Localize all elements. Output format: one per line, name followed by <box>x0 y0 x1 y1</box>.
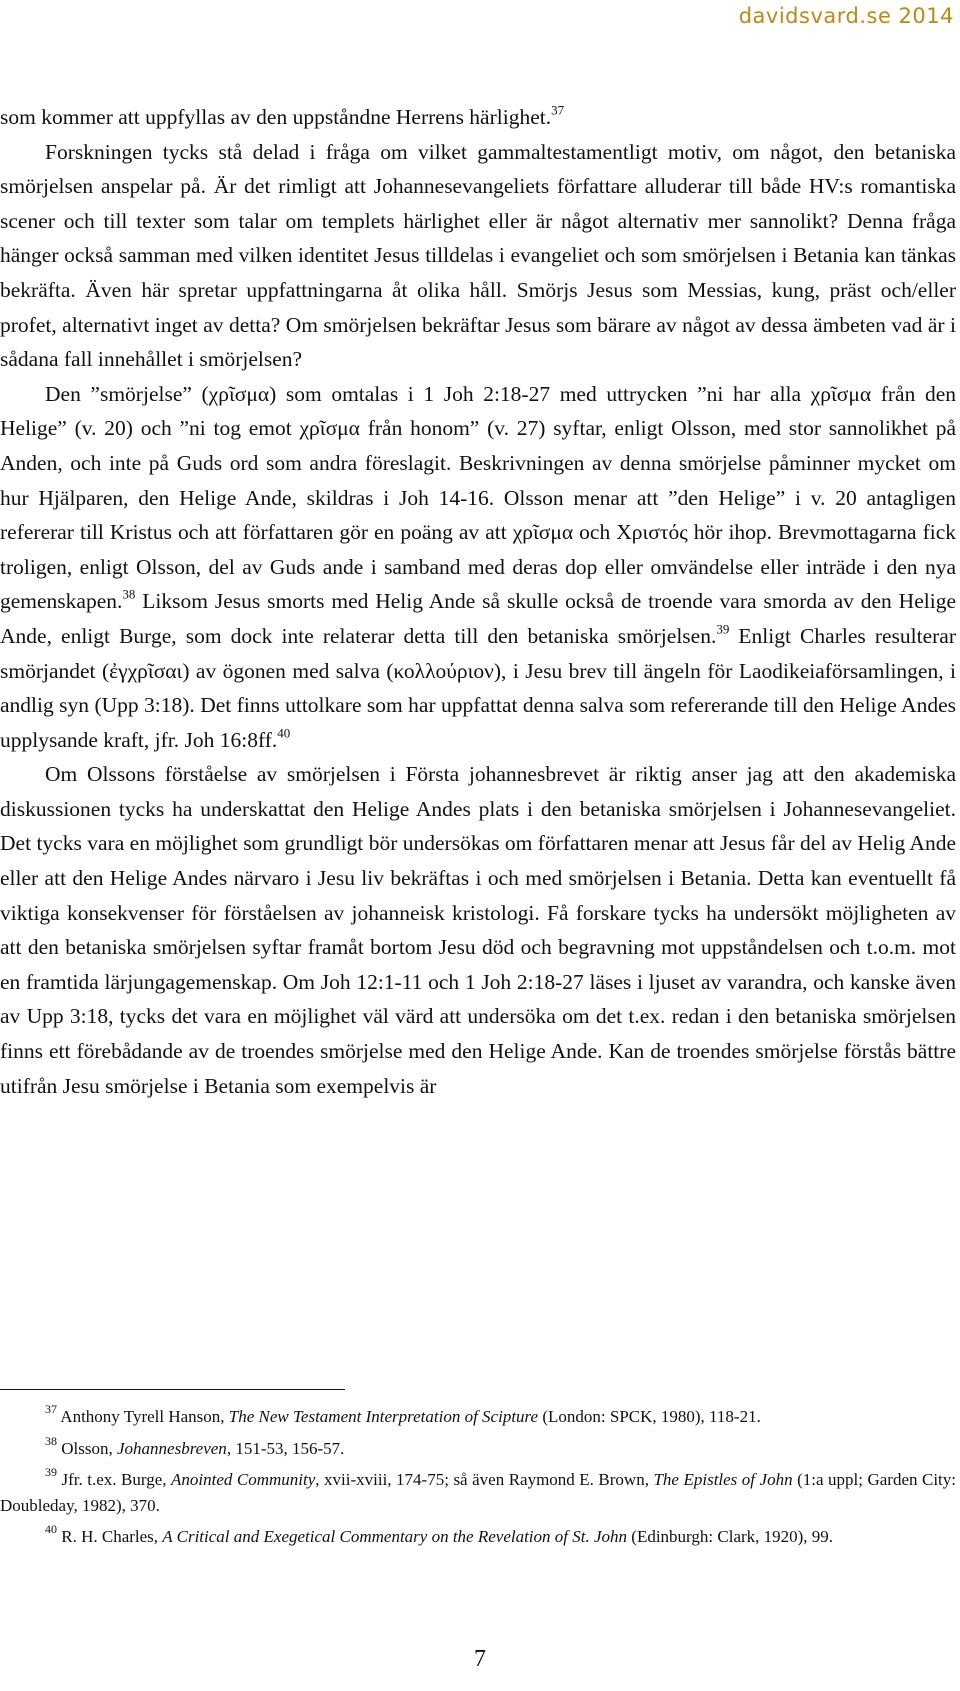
footnote-text: , xvii-xviii, 174-75; så även Raymond E. Brown, <box>315 1470 654 1489</box>
footnotes <box>0 1404 956 1556</box>
footnote-text: R. H. Charles, <box>57 1527 163 1546</box>
footnote-text: (1:a uppl; Garden City: Doubleday, 1982), 370. <box>0 1470 956 1515</box>
footnote-number: 40 <box>45 1522 57 1536</box>
footnote-title: The New Testament Interpretation of Scipture <box>228 1407 539 1426</box>
paragraph-3-text-b: Liksom Jesus smorts med Helig Ande så skulle också de troende vara smorda av den Helige Ande, enligt Burge, som dock inte relaterar detta till den betaniska smörjelsen. <box>0 589 956 648</box>
footnote-text: Olsson, <box>57 1438 117 1458</box>
paragraph-3-text-c: Enligt Charles resulterar smörjandet (ἐγχρῖσαι) av ögonen med salva (κολλούριον), i Jesu brev till ängeln för Laodikeiaförsamlingen, i andlig syn (Upp 3:18). Det finns uttolkare som har uppfattat denna salva som refererande till den Helige Andes upplysande kraft, jfr. Joh 16:8ff. <box>0 623 956 752</box>
footnote-text: (Edinburgh: Clark, 1920), 99. <box>627 1527 834 1546</box>
footnote-title: Anointed Community <box>171 1470 316 1489</box>
footnote-number: 38 <box>45 1433 57 1448</box>
footnote-title: A Critical and Exegetical Commentary on the Revelation of St. John <box>162 1527 628 1546</box>
paragraph-2: Forskningen tycks stå delad i fråga om vilket gammaltestamentligt motiv, om något, den betaniska smörjelsen anspelar på. Är det rimligt att Johannesevangeliets författare alluderar till både HV:s romantiska scener och till texter som talar om templets härlighet eller är något alternativ mer sannolikt? Denna fråga hänger också samman med vilken identitet Jesus tilldelas i evangeliet och som smörjelsen i Betania kan tänkas bekräfta. Även här spretar uppfattningarna åt olika håll. Smörjs Jesus som Messias, kung, präst och/eller profet, alternativt inget av detta? Om smörjelsen bekräftar Jesus som bärare av något av dessa ämbeten vad är i sådana fall innehållet i smörjelsen? <box>0 139 956 372</box>
footnote-text: , 151-53, 156-57. <box>226 1438 345 1458</box>
footnote-ref-39[interactable]: 39 <box>716 621 730 637</box>
footnote-title: The Epistles of John <box>653 1470 793 1489</box>
watermark: davidsvard.se 2014 <box>738 4 954 28</box>
body-text <box>0 100 956 1103</box>
footnote-text: (London: SPCK, 1980), 118-21. <box>538 1407 761 1426</box>
paragraph-4: Om Olssons förståelse av smörjelsen i Första johannesbrevet är riktig anser jag att den akademiska diskussionen tycks ha underskattat den Helige Andes plats i den betaniska smörjelsen i Johannesevangeliet. Det tycks vara en möjlighet som grundligt bör undersökas om författaren menar att Jesus får del av Helig Ande eller att den Helige Andes närvaro i Jesu liv bekräftas i och med smörjelsen i Betania. Detta kan eventuellt få viktiga konsekvenser för förståelsen av johanneisk kristologi. Få forskare tycks ha undersökt möjligheten av att den betaniska smörjelsen syftar framåt bortom Jesu död och begravning mot uppståndelsen och t.o.m. mot en framtida lärjungagemenskap. Om Joh 12:1-11 och 1 Joh 2:18-27 läses i ljuset av varandra, och kanske även av Upp 3:18, tycks det vara en möjlighet väl värd att undersöka om det t.ex. redan i den betaniska smörjelsen finns ett förebådande av de troendes smörjelse med den Helige Ande. Kan de troendes smörjelse förstås bättre utifrån Jesu smörjelse i Betania som exempelvis är <box>0 762 956 1098</box>
footnote-ref-40[interactable]: 40 <box>277 724 291 740</box>
page-number: 7 <box>474 1646 486 1672</box>
footnote-ref-38[interactable]: 38 <box>122 586 136 602</box>
footnote-ref-37[interactable]: 37 <box>551 102 565 118</box>
paragraph-3-text-a: Den ”smörjelse” (χρῖσμα) som omtalas i 1 Joh 2:18-27 med uttrycken ”ni har alla χρῖσμα från den Helige” (v. 20) och ”ni tog emot χρῖσμα från honom” (v. 27) syftar, enligt Olsson, med stor sannolikhet på Anden, och inte på Guds ord som andra föreslagit. Beskrivningen av denna smörjelse påminner mycket om hur Hjälparen, den Helige Ande, skildras i Joh 14-16. Olsson menar att ”den Helige” i v. 20 antagligen refererar till Kristus och att författaren gör en poäng av att χρῖσμα och Χριστός hör ihop. Brevmottagarna fick troligen, enligt Olsson, del av Guds ande i samband med deras dop eller omvändelse eller inträde i den nya gemenskapen. <box>0 381 956 614</box>
footnote-39 <box>0 1467 956 1518</box>
footnote-title: Johannesbreven <box>116 1438 227 1458</box>
footnote-text: Jfr. t.ex. Burge, <box>57 1470 172 1489</box>
paragraph-1 <box>0 100 956 135</box>
footnote-37 <box>0 1404 956 1430</box>
footnote-40 <box>0 1524 956 1550</box>
paragraph-1-text: som kommer att uppfyllas av den uppståndne Herrens härlighet. <box>0 105 552 129</box>
footnote-divider <box>0 1389 345 1390</box>
footnote-38 <box>0 1433 956 1462</box>
footnote-number: 39 <box>45 1465 57 1479</box>
footnote-number: 37 <box>45 1402 57 1416</box>
paragraph-3 <box>0 377 956 758</box>
footnote-text: Anthony Tyrell Hanson, <box>57 1407 229 1426</box>
